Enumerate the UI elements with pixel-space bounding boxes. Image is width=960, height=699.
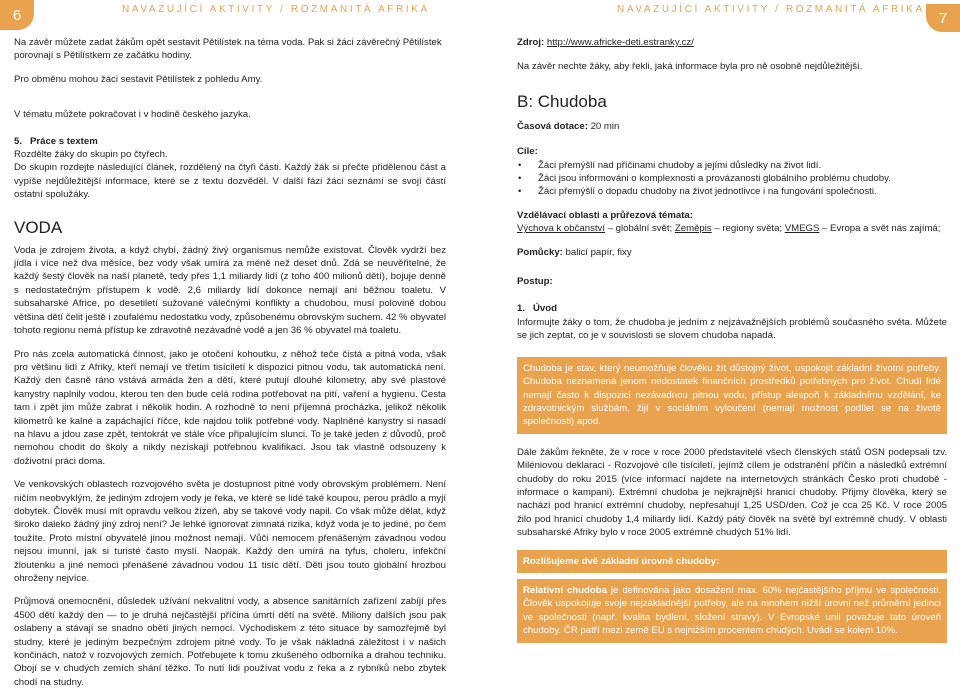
section-5-instructions: Do skupin rozdejte následující článek, rozdělený na čtyři části. Každý žák si přečte přidělenou část a vypíše nejdůležitější informace, které se z textu dozvěděl. V další fázi žáci seznámí se svojí částí ostatní spolužáky.: [14, 162, 446, 201]
goal-item: • Žáci přemýšlí o dopadu chudoby na život jednotlivce i na fungování společnosti.: [517, 185, 947, 198]
area-geography-text: – regiony světa;: [711, 223, 785, 235]
time-label: Časová dotace:: [517, 120, 588, 132]
areas-title: Vzdělávací oblasti a průřezová témata:: [517, 209, 693, 221]
voda-paragraph-2: Pro nás zcela automatická činnost, jako je otočení kohoutku, z něhož teče čistá a pitná voda, však pro většinu lidí z Afriky, kteří nemají ve třetím tisíciletí k dispozici pitnou vodu, tak automatická není. Každý den časně ráno vstává armáda žen a dětí, které putují dlouhé kilometry, aby své plastové kanystry naplnily vodou, kterou ten den bude celá rodina potřebovat na pití, vaření a hygienu. Cesta tam i zpět jim může zabrat i několik hodin. A rozhodně to není příjemná procházka, jelikož několik kilometrů ke kalné a zapáchající říčce, kde najdou tolik potřebné vody. Naplněné kanystry si nasadí na hlavu a jdou zase zpět, tentokrát ve stále více připalujícím slunci. To je také jeden z důvodů, proč nemohou chodit do školy a nikdy nezískají potřebnou kvalifikaci. Jsou tak vlastně odsouzeny k doživotní práci doma.: [14, 348, 446, 467]
closing-instruction: Na závěr nechte žáky, aby řekli, jaká informace byla pro ně osobně nejdůležitější.: [517, 61, 863, 73]
poverty-levels-title: Rozlišujeme dvě základní úrovně chudoby:: [523, 555, 720, 567]
voda-paragraph-3: Ve venkovských oblastech rozvojového světa je dostupnost pitné vody obrovským problémem. Není ničím neobvyklým, že jediným zdrojem vody je řeka, ve které se lidé také koupou, perou prádlo a myjí dobytek. Člověk musí mít opravdu velkou žízeň, aby se takové vody napil. Co však může dělat, když široko daleko žádný jiný zdroj není? Je lehké ignorovat zimnatá rizika, když voda je to jediné, po čem toužíte. Proto místní obyvatelé jinou možnost nemají. Vůči nemocem přenášeným závadnou vodou nejsou imunní, jak si turisté často myslí. Naopak. Každý den umírá na tyfus, choleru, infekční žloutenku a jiné nemoci přenášené závadnou vodou 11 tisíc dětí. Děti jsou touto globální hrozbou ohroženy nejvíce.: [14, 479, 446, 584]
source-label: Zdroj:: [517, 37, 545, 48]
areas-line: [517, 222, 947, 235]
continuation-paragraph: V tématu můžete pokračovat i v hodině českého jazyka.: [14, 109, 251, 121]
tools-label: Pomůcky:: [517, 246, 563, 258]
goal-item: • Žáci jsou informováni o komplexnosti a provázanosti globálního problému chudoby.: [517, 172, 947, 185]
poverty-definition-box: Chudoba je stav, který neumožňuje člověku žít důstojný život, uspokojit základní životní potřeby. Chudoba neznamená jenom nedostatek finančních prostředků potřebných pro život. Chudí lidé nemají často k dispozici nezávadnou pitnou vodu, přístup alespoň k základnímu vzdělání, ke zdravotnickým službám, žijí v sociálním vyloučení (nemají možnost podílet se na životě společnosti) apod.: [517, 357, 947, 434]
area-geography: Zeměpis: [674, 223, 712, 235]
area-civics: Výchova k občanství: [517, 223, 605, 235]
area-vmegs-text: – Evropa a svět nás zajímá;: [819, 223, 941, 235]
voda-paragraph-1: Voda je zdrojem života, a když chybí, žádný živý organismus nemůže existovat. Člověk vydrží bez jídla i více než dva měsíce, bez vody však umírá za méně než deset dnů. Zdá se neuvěřitelné, že každý šestý člověk na naší planetě, tedy přes 1,1 miliardy lidí (z toho 400 milionů dětí), bojuje denně s nedostatečným přístupem k vodě. 2,6 miliardy lidí dokonce nemají ani běžnou toaletu. V subsaharské Africe, po desetiletí sužované válečnými konflikty a chudobou, musí polovině dobou většina dětí čelit ještě i zoufalému nedostatku vody, způsobenému obrovským suchem. 42 % obyvatel tohoto regionu nemá přístup ke zdravotně nezávadné vodě a jen 36 % obyvatel má toaletu.: [14, 244, 446, 337]
area-vmegs: VMEGS: [784, 223, 820, 235]
source-link[interactable]: http://www.africke-deti.estranky.cz/: [546, 37, 694, 48]
source-line: [517, 36, 947, 49]
tools-value: balicí papír, fixy: [565, 246, 632, 258]
goals-list: [517, 159, 947, 199]
left-page-number: 6: [0, 0, 34, 30]
variation-paragraph: Pro obměnu mohou žáci sestavit Pětilístek z pohledu Amy.: [14, 73, 263, 85]
poverty-levels-box: [517, 550, 947, 573]
intro-paragraph: Na závěr můžete zadat žákům opět sestavit Pětilístek na téma voda. Pak si žáci závěrečný Pětilístek porovnají s Pětilístkem ze začátku hodiny.: [14, 37, 442, 62]
procedure-title: Postup:: [517, 276, 553, 288]
right-page-column: [517, 36, 947, 655]
time-allocation: [517, 120, 947, 133]
area-civics-text: – globální svět;: [605, 223, 675, 235]
page-header: [0, 0, 960, 32]
relative-poverty-box: [517, 579, 947, 643]
section-5-line-1: Rozdělte žáky do skupin po čtyřech.: [14, 149, 168, 161]
time-value: 20 min: [590, 120, 620, 132]
right-running-title: NAVAZUJÍCÍ AKTIVITY / ROZMANITÁ AFRIKA: [617, 4, 925, 15]
relative-poverty-text: je definována jako dosažení max. 60% nejčastějšího příjmu ve společnosti. Člověk uspokojuje svoje nejzákladnější potřeby, ale na mnohem nižší úrovni než průměrní jedinci ve společnosti (např. kvalita bydlení, složení stravy). V Evropské unii považuje tato úroveň chudoby. ČR patří mezi země EU s nejnižším procentem chudých. Uvádí se kolem 10%.: [523, 584, 942, 637]
goals-title: Cíle:: [517, 146, 538, 158]
left-page-column: [14, 36, 446, 699]
section-b-heading: B: Chudoba: [517, 91, 607, 111]
step-1-title: 1. Úvod: [517, 303, 557, 315]
tools-line: [517, 246, 947, 259]
step-1-text: Informujte žáky o tom, že chudoba je jedním z nejzávažnějších problémů současného světa. Můžete se jich zeptat, co je v souvislosti se slovem chudoba napadá.: [517, 316, 947, 342]
statistics-paragraph: Dále žákům řekněte, že v roce v roce 2000 představitelé všech členských států OSN podepsali tzv. Miléniovou deklaraci - Rozvojové cíle tisíciletí, jejímž cílem je odstranění příčin a následků extrémní chudoby do roku 2015 (více informací najdete na internetových stránkách Česko proti chudobě - informace o kampani). Extrémní chudoba je nejkrajnější hranicí chudoby. Přijmy člověka, který se nachází pod hranicí extrémní chudoby, nepřesahují 1,25 USD/den. Což je cca 25 Kč. V roce 2005 žilo pod hranicí chudoby 1,4 miliardy lidí. Každý pátý člověk na světě byl extrémně chudý. V oblasti subsaharské Afriky bylo v roce 2005 extrémně chudých 51% lidí.: [517, 446, 947, 539]
right-page-number: 7: [926, 4, 960, 32]
voda-heading: VODA: [14, 217, 63, 237]
goal-item: • Žáci přemýšlí nad příčinami chudoby a jejími důsledky na život lidí.: [517, 159, 947, 172]
section-5-title: 5. Práce s textem: [14, 135, 98, 147]
voda-paragraph-4: Průjmová onemocnění, důsledek užívání nekvalitní vody, a absence sanitárních zařízení zabíjí přes 4500 dětí každý den — to je druhá nejčastější příčina úmrtí dětí na světě. Miliony dalších jsou pak oslabeny a stávají se snadno obětí jiných nemocí. Východiskem z této situace by samozřejmě byl studny, které je jediným bezpečným zdrojem pitné vody. To je však nákladná záležitost i v našich končinách, natož v rozvojových zemích. Potřebujete k tomu zkušeného odborníka a drahou techniku. Obojí se v chudých zemích shání těžko. To nutí lidi používat vodu z řeka a z rybníků nebo zbytek chodí na studny.: [14, 596, 446, 688]
relative-poverty-term: Relativní chudoba: [523, 584, 607, 596]
left-running-title: NAVAZUJÍCÍ AKTIVITY / ROZMANITÁ AFRIKA: [122, 4, 430, 15]
